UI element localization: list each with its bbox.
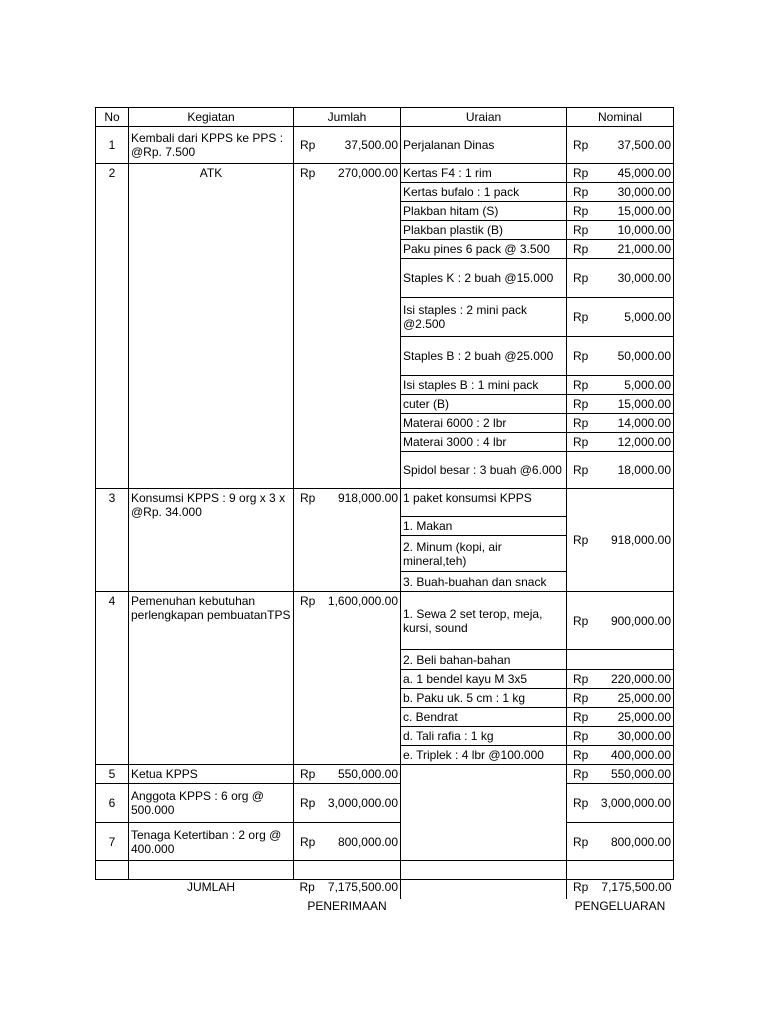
nominal-value: 45,000.00: [617, 166, 671, 180]
nominal-value: 25,000.00: [617, 710, 671, 724]
uraian-cell: 1. Makan: [401, 517, 567, 536]
uraian-cell: Plakban hitam (S): [401, 202, 567, 221]
uraian-cell: [401, 765, 567, 861]
header-kegiatan: Kegiatan: [129, 108, 294, 127]
nominal-cell: [567, 784, 674, 823]
total-penerimaan-cell: [294, 880, 401, 899]
currency-label: Rp: [573, 729, 589, 743]
nominal-cell: [567, 727, 674, 746]
currency-label: Rp: [573, 796, 589, 810]
currency-label: Rp: [573, 416, 589, 430]
currency-label: Rp: [573, 672, 589, 686]
header-no: No: [96, 108, 129, 127]
nominal-cell: [567, 127, 674, 164]
nominal-value: 30,000.00: [617, 729, 671, 743]
uraian-cell: Paku pines 6 pack @ 3.500: [401, 240, 567, 259]
jumlah-cell: [294, 823, 401, 861]
nominal-cell: [567, 592, 674, 650]
row-number: 3: [96, 489, 129, 592]
footer-uraian-blank: [401, 880, 567, 899]
uraian-cell: Isi staples B : 1 mini pack: [401, 376, 567, 395]
currency-label: Rp: [573, 223, 589, 237]
jumlah-value: 1,600,000.00: [327, 594, 398, 608]
currency-label: Rp: [573, 710, 589, 724]
nominal-value: 3,000,000.00: [600, 796, 671, 810]
row-number: 6: [96, 784, 129, 823]
nominal-value: 400,000.00: [610, 748, 671, 762]
nominal-value: 220,000.00: [610, 672, 671, 686]
nominal-cell: [567, 489, 674, 592]
uraian-cell: 2. Beli bahan-bahan: [401, 650, 567, 670]
jumlah-label: JUMLAH: [186, 880, 235, 894]
uraian-cell: Materai 3000 : 4 lbr: [401, 433, 567, 452]
nominal-cell: [567, 164, 674, 183]
nominal-value: 5,000.00: [624, 378, 671, 392]
uraian-cell: Materai 6000 : 2 lbr: [401, 414, 567, 433]
jumlah-value: 550,000.00: [337, 767, 398, 781]
nominal-cell: [567, 708, 674, 727]
currency-label: Rp: [573, 185, 589, 199]
empty-cell: [401, 861, 567, 880]
currency-label: Rp: [573, 435, 589, 449]
kegiatan-cell: Konsumsi KPPS : 9 org x 3 x @Rp. 34.000: [129, 489, 294, 592]
uraian-cell: Staples B : 2 buah @25.000: [401, 337, 567, 376]
empty-cell: [294, 861, 401, 880]
jumlah-cell: [294, 592, 401, 765]
nominal-cell: [567, 240, 674, 259]
kegiatan-cell: Kembali dari KPPS ke PPS : @Rp. 7.500: [129, 127, 294, 164]
nominal-cell: [567, 298, 674, 337]
nominal-cell: [567, 746, 674, 765]
header-jumlah: Jumlah: [294, 108, 401, 127]
uraian-cell: Isi staples : 2 mini pack @2.500: [401, 298, 567, 337]
nominal-cell: [567, 395, 674, 414]
nominal-value: 30,000.00: [617, 271, 671, 285]
nominal-value: 21,000.00: [617, 242, 671, 256]
currency-label: Rp: [573, 767, 589, 781]
uraian-cell: 3. Buah-buahan dan snack: [401, 572, 567, 592]
uraian-cell: Kertas F4 : 1 rim: [401, 164, 567, 183]
footer-blank: [96, 899, 129, 917]
currency-label: Rp: [573, 691, 589, 705]
uraian-cell: 2. Minum (kopi, air mineral,teh): [401, 536, 567, 572]
footer-blank: [96, 880, 129, 899]
table-row: [96, 861, 674, 880]
jumlah-value: 270,000.00: [337, 166, 398, 180]
row-number: 1: [96, 127, 129, 164]
nominal-value: 25,000.00: [617, 691, 671, 705]
currency-label: Rp: [299, 880, 315, 894]
uraian-cell: Kertas bufalo : 1 pack: [401, 183, 567, 202]
nominal-value: 12,000.00: [617, 435, 671, 449]
row-number: 4: [96, 592, 129, 765]
uraian-cell: Perjalanan Dinas: [401, 127, 567, 164]
jumlah-value: 3,000,000.00: [327, 796, 398, 810]
nominal-value: 800,000.00: [610, 834, 671, 849]
nominal-cell: [567, 337, 674, 376]
currency-label: Rp: [573, 533, 589, 547]
empty-cell: [567, 861, 674, 880]
table-row: [96, 823, 674, 861]
currency-label: Rp: [573, 834, 589, 849]
table-row: [96, 592, 674, 650]
budget-table: [95, 107, 674, 917]
currency-label: Rp: [300, 594, 316, 608]
uraian-cell: c. Bendrat: [401, 708, 567, 727]
nominal-value: 15,000.00: [617, 397, 671, 411]
table-row: [96, 784, 674, 823]
currency-label: Rp: [573, 204, 589, 218]
nominal-value: 37,500.00: [617, 138, 671, 152]
header-nominal: Nominal: [567, 108, 674, 127]
uraian-cell: Staples K : 2 buah @15.000: [401, 259, 567, 298]
total-pengeluaran-cell: [567, 880, 674, 899]
header-row: [96, 108, 674, 127]
footer-blank: [401, 899, 567, 917]
nominal-cell: [567, 452, 674, 489]
jumlah-value: 37,500.00: [344, 138, 398, 152]
currency-label: Rp: [300, 138, 316, 152]
nominal-value: 550,000.00: [610, 767, 671, 781]
footer-blank: [129, 899, 294, 917]
uraian-cell: Spidol besar : 3 buah @6.000: [401, 452, 567, 489]
currency-label: Rp: [573, 463, 589, 477]
nominal-cell: [567, 689, 674, 708]
currency-label: Rp: [573, 310, 589, 324]
table-row: [96, 164, 674, 183]
nominal-cell: [567, 433, 674, 452]
uraian-cell: e. Triplek : 4 lbr @100.000: [401, 746, 567, 765]
total-penerimaan: 7,175,500.00: [327, 880, 398, 894]
total-pengeluaran: 7,175,500.00: [601, 880, 672, 894]
jumlah-cell: [294, 784, 401, 823]
nominal-cell: [567, 221, 674, 240]
row-number: 5: [96, 765, 129, 784]
currency-label: Rp: [573, 378, 589, 392]
currency-label: Rp: [573, 397, 589, 411]
jumlah-cell: [294, 164, 401, 489]
row-number: 7: [96, 823, 129, 861]
pengeluaran-label: PENGELUARAN: [574, 898, 666, 913]
table-row: [96, 765, 674, 784]
jumlah-cell: [294, 765, 401, 784]
currency-label: Rp: [573, 271, 589, 285]
footer-labels-row: [96, 899, 674, 917]
nominal-value: 30,000.00: [617, 185, 671, 199]
currency-label: Rp: [300, 834, 316, 849]
empty-cell: [129, 861, 294, 880]
nominal-value: 900,000.00: [610, 613, 671, 628]
kegiatan-cell: Ketua KPPS: [129, 765, 294, 784]
table-row: [96, 489, 674, 517]
uraian-cell: 1 paket konsumsi KPPS: [401, 489, 567, 517]
penerimaan-label: PENERIMAAN: [307, 898, 387, 913]
nominal-cell: [567, 765, 674, 784]
currency-label: Rp: [573, 613, 589, 628]
jumlah-cell: [294, 127, 401, 164]
nominal-value: 18,000.00: [617, 463, 671, 477]
nominal-cell: [567, 823, 674, 861]
table-row: [96, 127, 674, 164]
nominal-cell: [567, 376, 674, 395]
nominal-cell: [567, 650, 674, 670]
nominal-value: 14,000.00: [617, 416, 671, 430]
nominal-value: 15,000.00: [617, 204, 671, 218]
currency-label: Rp: [573, 349, 589, 363]
uraian-cell: cuter (B): [401, 395, 567, 414]
currency-label: Rp: [573, 138, 589, 152]
nominal-cell: [567, 202, 674, 221]
currency-label: Rp: [300, 767, 316, 781]
nominal-value: 5,000.00: [624, 310, 671, 324]
nominal-value: 918,000.00: [610, 533, 671, 547]
header-uraian: Uraian: [401, 108, 567, 127]
uraian-cell: 1. Sewa 2 set terop, meja, kursi, sound: [401, 592, 567, 650]
uraian-cell: b. Paku uk. 5 cm : 1 kg: [401, 689, 567, 708]
jumlah-cell: [294, 489, 401, 592]
nominal-cell: [567, 259, 674, 298]
currency-label: Rp: [573, 748, 589, 762]
nominal-value: 50,000.00: [617, 349, 671, 363]
currency-label: Rp: [300, 796, 316, 810]
empty-cell: [96, 861, 129, 880]
uraian-cell: d. Tali rafia : 1 kg: [401, 727, 567, 746]
kegiatan-cell: Tenaga Ketertiban : 2 org @ 400.000: [129, 823, 294, 861]
currency-label: Rp: [573, 166, 589, 180]
uraian-cell: Plakban plastik (B): [401, 221, 567, 240]
jumlah-value: 918,000.00: [337, 491, 398, 505]
currency-label: Rp: [300, 491, 316, 505]
kegiatan-cell: Anggota KPPS : 6 org @ 500.000: [129, 784, 294, 823]
jumlah-value: 800,000.00: [337, 834, 398, 849]
currency-label: Rp: [300, 166, 316, 180]
currency-label: Rp: [573, 880, 589, 894]
row-number: 2: [96, 164, 129, 489]
nominal-cell: [567, 414, 674, 433]
currency-label: Rp: [573, 242, 589, 256]
uraian-cell: a. 1 bendel kayu M 3x5: [401, 670, 567, 689]
nominal-value: 10,000.00: [617, 223, 671, 237]
kegiatan-cell: ATK: [129, 164, 294, 489]
nominal-cell: [567, 670, 674, 689]
nominal-cell: [567, 183, 674, 202]
kegiatan-cell: Pemenuhan kebutuhan perlengkapan pembuatanTPS: [129, 592, 294, 765]
footer-row: [96, 880, 674, 899]
